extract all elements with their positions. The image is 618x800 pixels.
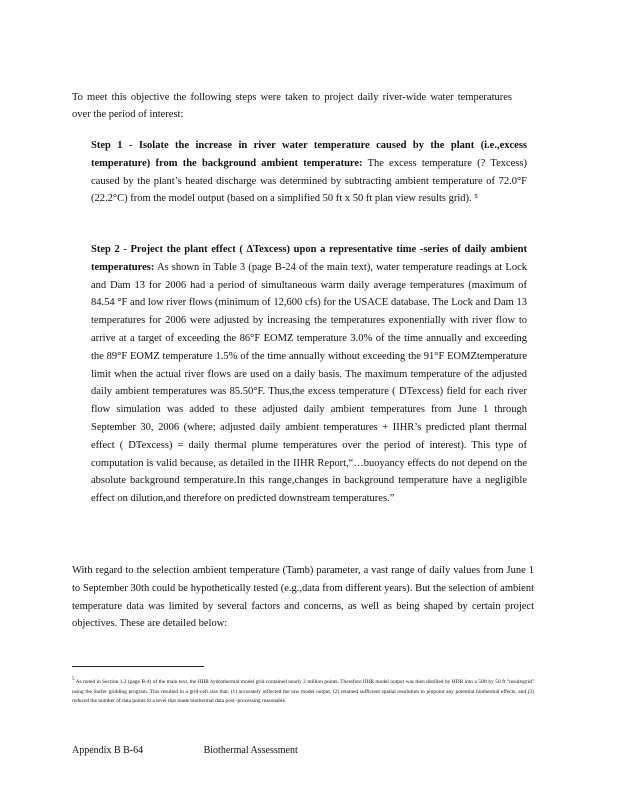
footnote-text: As noted in Section 1.2 (page B-4) of the main text, the IIHR hydrothermal model grid contained nearly 2 million points. Therefore IIHR model output was then distilled by HDR into a 50ft by 50 ft "resultsgrid" using the Surfer gridding program. This resulted in a grid-cell size that; (1) accurately reflected the raw model output, (2) retained sufficient spatial resolution to pinpoint any potential biothermal effects, and (3) reduced the number of data points to a level that made biothermal data post -processing reasonable. xyxy=(72,678,534,705)
footer-document-title: Biothermal Assessment xyxy=(203,745,298,756)
footnote xyxy=(72,675,534,707)
footer-appendix-label: Appendix B B-64 xyxy=(72,745,144,756)
step-1-heading: Step 1 - Isolate the increase in river water temperature caused by the plant (i.e.,excess temperature) from the background ambient temperature: xyxy=(91,140,527,169)
step-1-paragraph xyxy=(91,137,527,208)
step-1-body: The excess temperature (? Texcess) caused by the plant’s heated discharge was determined by subtracting ambient temperature of 72.0°F (22.2°C) from the model output (based on a simplified 50 ft x 50 ft plan view results grid). ⁵ xyxy=(91,157,527,205)
footnote-marker: 5 xyxy=(72,677,75,682)
step-2-heading: Step 2 - Project the plant effect ( ΔTexcess) upon a representative time -series of daily ambient temperatures: xyxy=(91,244,527,273)
closing-paragraph: With regard to the selection ambient temperature (Tamb) parameter, a vast range of daily values from June 1 to September 30th could be hypothetically tested (e.g.,data from different years). But the selection of ambient temperature data was limited by several factors and concerns, as well as being shaped by certain project objectives. These are detailed below: xyxy=(72,565,534,630)
step-2-paragraph xyxy=(91,241,527,508)
page-footer xyxy=(72,745,472,756)
intro-paragraph: To meet this objective the following steps were taken to project daily river-wide water temperatures over the period of interest: xyxy=(72,92,512,120)
footnote-divider xyxy=(72,666,204,667)
step-2-body: As shown in Table 3 (page B-24 of the main text), water temperature readings at Lock and Dam 13 for 2006 had a period of simultaneous warm daily average temperatures (maximum of 84.54 °F and low river flows (minimum of 12,600 cfs) for the USACE database. The Lock and Dam 13 temperatures for 2006 were adjusted by increasing the temperatures exponentially with river flow to arrive at a target of exceeding the 86°F EOMZ temperature 3.0% of the time annually and exceeding the 89°F EOMZ temperature 1.5% of the time annually without exceeding the 91°F EOMZtemperature limit when the actual river flows are used on a daily basis. The maximum temperature of the adjusted daily ambient temperatures was 85.50°F. Thus,the excess temperature ( DTexcess) field for each river flow simulation was added to these adjusted daily ambient temperatures from June 1 through September 30, 2006 (where; adjusted daily ambient temperatures + IIHR’s predicted plant thermal effect ( DTexcess) = daily thermal plume temperatures over the period of interest). This type of computation is valid because, as detailed in the IIHR Report,“…buoyancy effects do not depend on the absolute background temperature.In this range,changes in background temperature have a negligible effect on dilution,and therefore on predicted downstream temperatures.” xyxy=(91,261,527,505)
